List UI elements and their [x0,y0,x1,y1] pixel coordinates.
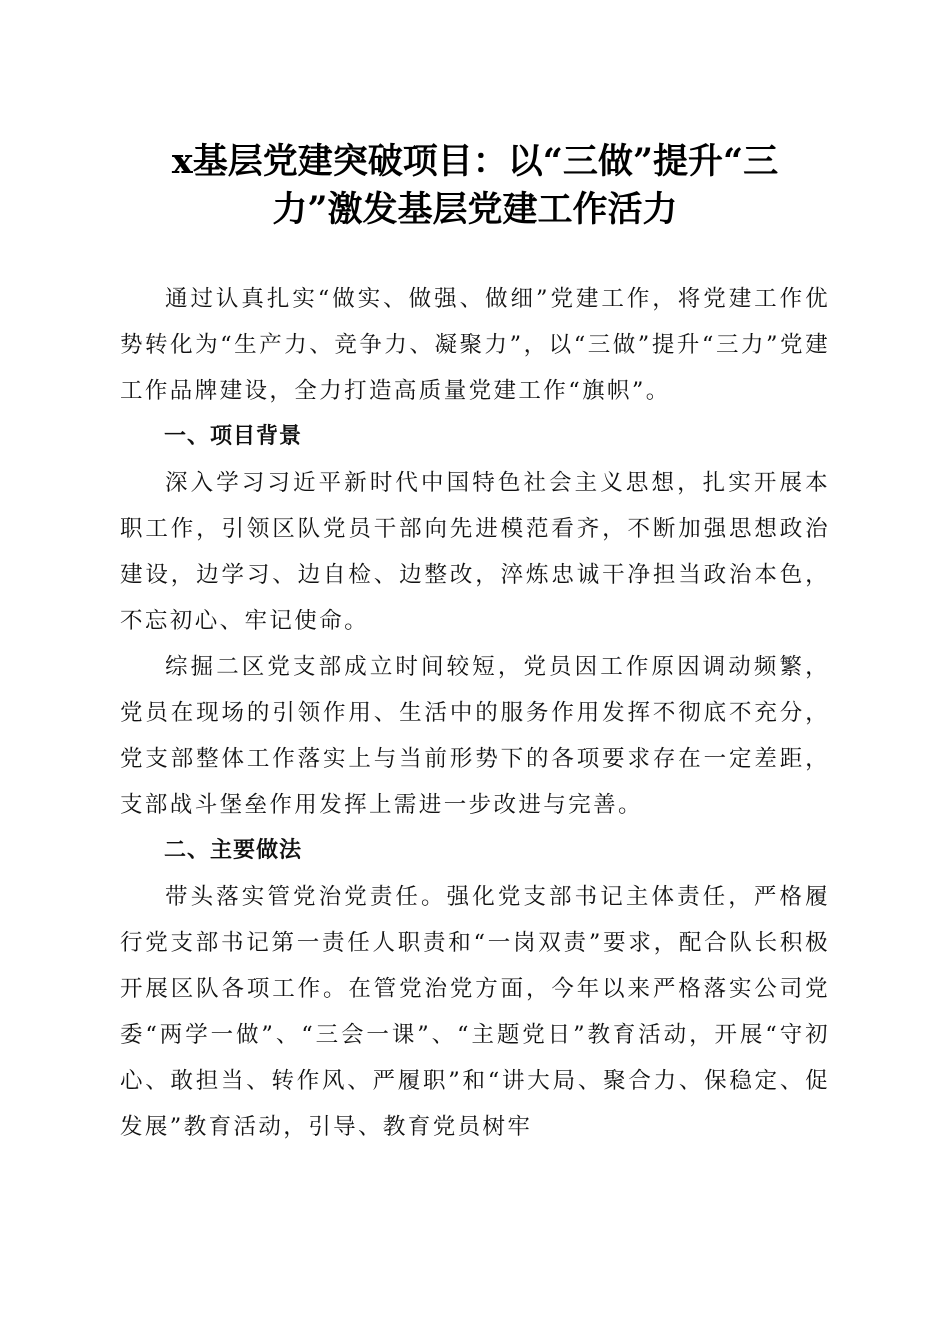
intro-paragraph: 通过认真扎实“做实、做强、做细”党建工作，将党建工作优势转化为“生产力、竞争力、凝聚力”，以“三做”提升“三力”党建工作品牌建设，全力打造高质量党建工作“旗帜”。 [120,286,830,404]
title-line-1: x基层党建突破项目：以“三做”提升“三 [171,141,779,182]
section-heading-methods: 二、主要做法 [164,838,303,863]
title-line-2: 力”激发基层党建工作活力 [272,189,678,230]
background-paragraph-1: 深入学习习近平新时代中国特色社会主义思想，扎实开展本职工作，引领区队党员干部向先进模范看齐，不断加强思想政治建设，边学习、边自检、边整改，淬炼忠诚干净担当政治本色，不忘初心、牢记使命。 [120,470,830,634]
section-heading-background: 一、项目背景 [164,424,303,449]
document-title [120,138,830,234]
background-paragraph-2: 综掘二区党支部成立时间较短，党员因工作原因调动频繁，党员在现场的引领作用、生活中的服务作用发挥不彻底不充分，党支部整体工作落实上与当前形势下的各项要求存在一定差距，支部战斗堡垒作用发挥上需进一步改进与完善。 [120,654,830,818]
document-body [120,276,830,1150]
methods-paragraph-1: 带头落实管党治党责任。强化党支部书记主体责任，严格履行党支部书记第一责任人职责和“一岗双责”要求，配合队长积极开展区队各项工作。在管党治党方面，今年以来严格落实公司党委“两学一做”、“三会一课”、“主题党日”教育活动，开展“守初心、敢担当、转作风、严履职”和“讲大局、聚合力、保稳定、促发展”教育活动，引导、教育党员树牢 [120,884,830,1140]
